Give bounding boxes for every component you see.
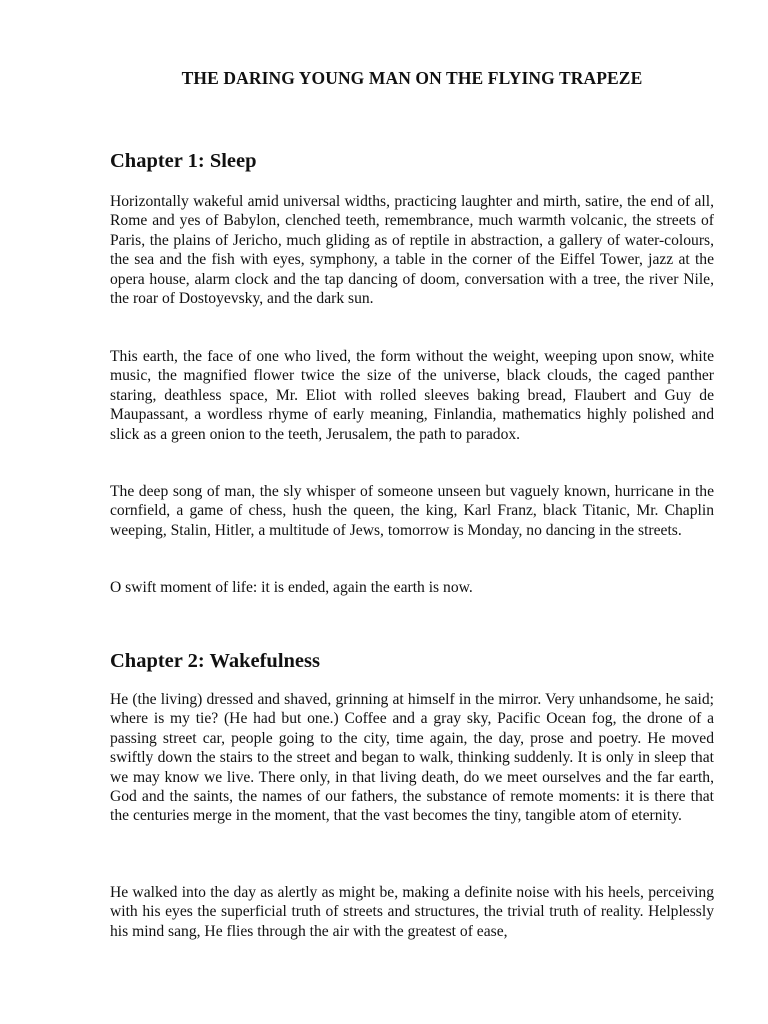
chapter-2-heading: Chapter 2: Wakefulness	[110, 650, 320, 672]
chapter-1-heading: Chapter 1: Sleep	[110, 150, 257, 172]
chapter-1-paragraph-1: Horizontally wakeful amid universal widths, practicing laughter and mirth, satire, the end of all, Rome and yes of Babylon, clenched teeth, remembrance, much warmth volcanic, the streets of Paris, the plains of Jericho, much gliding as of reptile in abstraction, a gallery of water-colours, the sea and the fish with eyes, symphony, a table in the corner of the Eiffel Tower, jazz at the opera house, alarm clock and the tap dancing of doom, conversation with a tree, the river Nile, the roar of Dostoyevsky, and the dark sun.	[110, 193, 714, 308]
chapter-2-paragraph-2: He walked into the day as alertly as might be, making a definite noise with his heels, perceiving with his eyes the superficial truth of streets and structures, the trivial truth of reality. Helplessly his mind sang, He flies through the air with the greatest of ease,	[110, 884, 714, 940]
document-title: THE DARING YOUNG MAN ON THE FLYING TRAPEZE	[181, 68, 643, 88]
chapter-2-paragraph-1: He (the living) dressed and shaved, grinning at himself in the mirror. Very unhandsome, he said; where is my tie? (He had but one.) Coffee and a gray sky, Pacific Ocean fog, the drone of a passing street car, people going to the city, time again, the day, prose and poetry. He moved swiftly down the stairs to the street and began to walk, thinking suddenly. It is only in sleep that we may know we live. There only, in that living death, do we meet ourselves and the far earth, God and the saints, the names of our fathers, the substance of remote moments: it is there that the centuries merge in the moment, that the vast becomes the tiny, tangible atom of eternity.	[110, 691, 714, 825]
chapter-1-paragraph-4: O swift moment of life: it is ended, again the earth is now.	[110, 579, 473, 596]
chapter-1-paragraph-3: The deep song of man, the sly whisper of someone unseen but vaguely known, hurricane in the cornfield, a game of chess, hush the queen, the king, Karl Franz, black Titanic, Mr. Chaplin weeping, Stalin, Hitler, a multitude of Jews, tomorrow is Monday, no dancing in the streets.	[110, 483, 714, 539]
chapter-1-paragraph-2: This earth, the face of one who lived, the form without the weight, weeping upon snow, white music, the magnified flower twice the size of the universe, black clouds, the caged panther staring, deathless space, Mr. Eliot with rolled sleeves baking bread, Flaubert and Guy de Maupassant, a wordless rhyme of early meaning, Finlandia, mathematics highly polished and slick as a green onion to the teeth, Jerusalem, the path to paradox.	[110, 348, 714, 443]
